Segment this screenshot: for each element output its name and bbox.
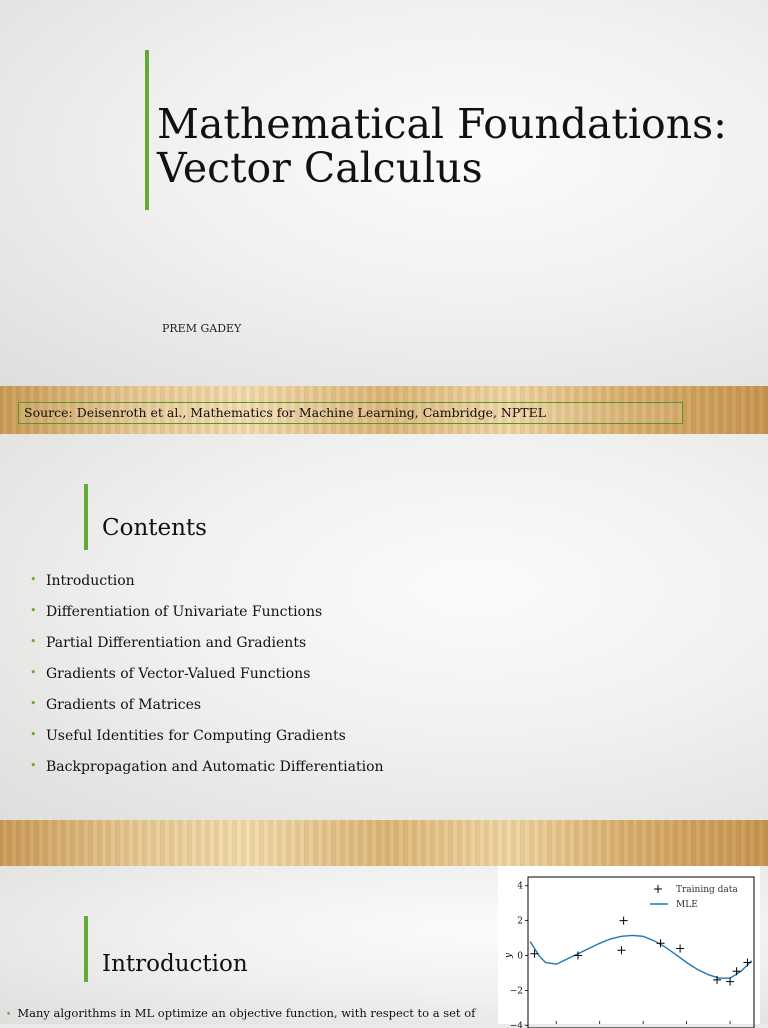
training-data-point	[733, 967, 741, 975]
y-tick-label: 2	[517, 916, 523, 927]
contents-slide	[0, 434, 768, 820]
training-data-point	[617, 946, 625, 954]
contents-item	[30, 666, 384, 697]
contents-item-text: Partial Differentiation and Gradients	[46, 635, 307, 651]
contents-item	[30, 573, 384, 604]
contents-list	[30, 573, 384, 790]
contents-item	[30, 728, 384, 759]
mle-line	[530, 935, 752, 978]
presentation-title	[157, 102, 727, 191]
title-accent-bar	[145, 50, 149, 210]
legend-label-training: Training data	[676, 885, 738, 895]
contents-item-text: Backpropagation and Automatic Differentiation	[46, 759, 384, 775]
y-tick-label: −2	[509, 986, 523, 997]
bullet-dot: •	[30, 728, 37, 741]
contents-title: Contents	[102, 515, 207, 541]
intro-bullet-1	[6, 1006, 475, 1020]
contents-item	[30, 635, 384, 666]
contents-item	[30, 604, 384, 635]
contents-item-text: Differentiation of Univariate Functions	[46, 604, 323, 620]
bullet-dot: •	[30, 573, 37, 586]
bullet-dot: •	[30, 697, 37, 710]
title-line-2: Vector Calculus	[157, 144, 483, 193]
title-slide	[0, 0, 768, 386]
training-data-point	[743, 958, 751, 966]
mle-chart-svg	[498, 866, 760, 1028]
contents-item-text: Introduction	[46, 573, 135, 589]
bullet-dot: •	[30, 604, 37, 617]
author-name: PREM GADEY	[162, 322, 242, 335]
contents-item	[30, 697, 384, 728]
source-note: Source: Deisenroth et al., Mathematics for Machine Learning, Cambridge, NPTEL	[18, 402, 683, 424]
y-tick-label: 4	[517, 881, 523, 892]
chart-frame	[528, 877, 754, 1028]
intro-title: Introduction	[102, 951, 248, 977]
wood-divider-1	[0, 386, 768, 434]
y-tick-label: −4	[509, 1021, 523, 1028]
bullet-dot: •	[6, 1010, 12, 1020]
contents-item-text: Gradients of Matrices	[46, 697, 202, 713]
contents-accent-bar	[84, 484, 88, 550]
bullet-dot: •	[30, 759, 37, 772]
y-axis-label: y	[504, 952, 514, 959]
intro-accent-bar	[84, 916, 88, 982]
intro-bullet-1-text: Many algorithms in ML optimize an objective function, with respect to a set of	[17, 1006, 476, 1020]
bullet-dot: •	[30, 635, 37, 648]
training-data-point	[531, 950, 539, 958]
contents-item-text: Useful Identities for Computing Gradients	[46, 728, 346, 744]
mle-chart	[498, 866, 760, 1028]
legend-marker-training	[654, 885, 662, 893]
contents-item	[30, 759, 384, 790]
training-data-point	[676, 945, 684, 953]
wood-divider-2	[0, 820, 768, 866]
contents-item-text: Gradients of Vector-Valued Functions	[46, 666, 311, 682]
title-line-1: Mathematical Foundations:	[157, 100, 727, 148]
legend-label-mle: MLE	[676, 900, 698, 910]
bullet-dot: •	[30, 666, 37, 679]
introduction-slide	[0, 866, 768, 1028]
training-data-point	[620, 917, 628, 925]
y-tick-label: 0	[517, 951, 523, 962]
